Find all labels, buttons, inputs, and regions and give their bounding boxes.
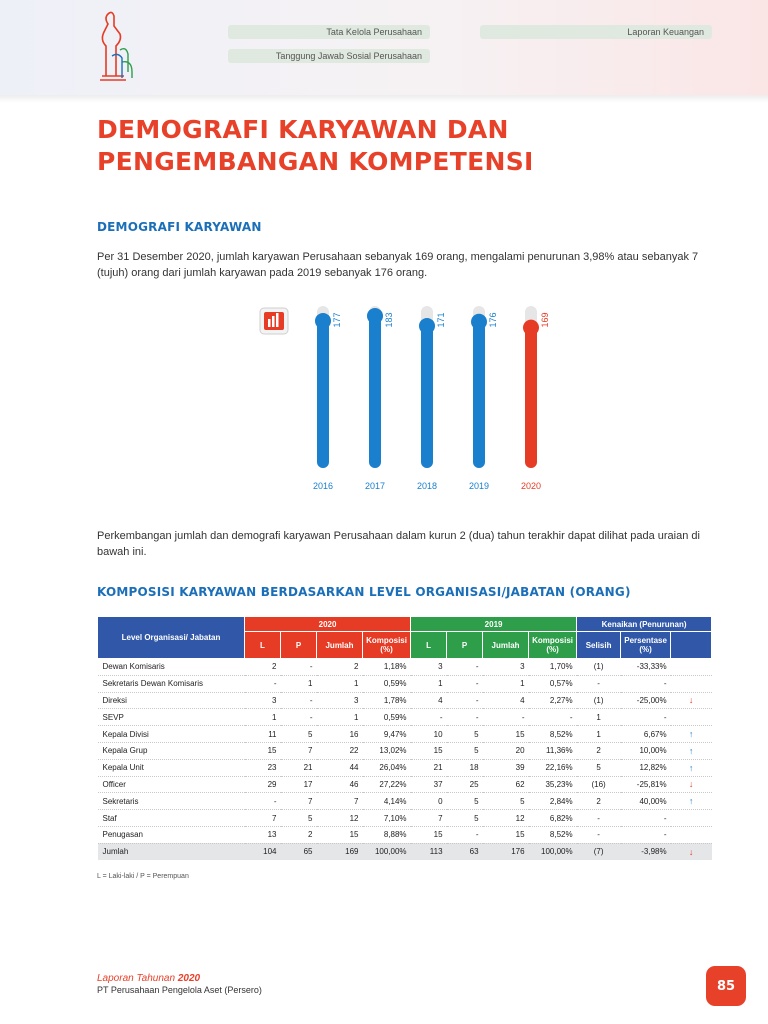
cell-l19: 10 (411, 726, 447, 743)
cell-l19: 15 (411, 826, 447, 843)
cell-l20: 1 (245, 709, 281, 726)
row-label: Kepala Unit (98, 759, 245, 776)
bar-knob-2020 (523, 320, 539, 336)
header-trend (671, 632, 712, 659)
cell-k19: 0,57% (529, 675, 577, 692)
row-label: Jumlah (98, 843, 245, 860)
cell-sel: 1 (577, 709, 621, 726)
cell-p20: - (281, 659, 317, 676)
cell-pers: 40,00% (621, 793, 671, 810)
cell-k19: - (529, 709, 577, 726)
x-tick-label-2017: 2017 (364, 481, 386, 491)
cell-k20: 27,22% (363, 776, 411, 793)
bar-2016 (317, 321, 329, 468)
bar-2020 (525, 328, 537, 468)
cell-k19: 6,82% (529, 810, 577, 827)
cell-sel: 2 (577, 742, 621, 759)
table-total-row (98, 843, 712, 860)
cell-j20: 12 (317, 810, 363, 827)
cell-sel: - (577, 675, 621, 692)
cell-k20: 26,04% (363, 759, 411, 776)
trend-arrow-icon (671, 675, 712, 692)
cell-j19: 15 (483, 726, 529, 743)
bar-2019 (473, 322, 485, 468)
header-l-2020: L (245, 632, 281, 659)
cell-j19: 5 (483, 793, 529, 810)
cell-p19: 63 (447, 843, 483, 860)
cell-l19: 15 (411, 742, 447, 759)
cell-pers: - (621, 810, 671, 827)
page-title (97, 114, 697, 178)
header-jumlah-2019: Jumlah (483, 632, 529, 659)
cell-sel: 2 (577, 793, 621, 810)
cell-j19: 12 (483, 810, 529, 827)
cell-p19: - (447, 826, 483, 843)
cell-l19: 1 (411, 675, 447, 692)
cell-j20: 7 (317, 793, 363, 810)
cell-l20: 29 (245, 776, 281, 793)
cell-pers: 12,82% (621, 759, 671, 776)
x-tick-label-2018: 2018 (416, 481, 438, 491)
cell-l20: - (245, 793, 281, 810)
nav-laporan-keuangan[interactable]: Laporan Keuangan (480, 25, 712, 39)
cell-k19: 22,16% (529, 759, 577, 776)
data-label-2019: 176 (488, 312, 498, 328)
table-row (98, 793, 712, 810)
company-logo-icon (92, 6, 138, 84)
cell-p19: - (447, 709, 483, 726)
x-tick-label-2016: 2016 (312, 481, 334, 491)
cell-p19: 5 (447, 726, 483, 743)
employee-count-chart (250, 296, 570, 496)
cell-p19: 18 (447, 759, 483, 776)
cell-j19: 15 (483, 826, 529, 843)
cell-p19: 5 (447, 742, 483, 759)
cell-l20: 104 (245, 843, 281, 860)
cell-k19: 2,84% (529, 793, 577, 810)
trend-arrow-icon: ↑ (671, 759, 712, 776)
cell-pers: 10,00% (621, 742, 671, 759)
cell-sel: (1) (577, 659, 621, 676)
table-row (98, 759, 712, 776)
cell-p20: 7 (281, 742, 317, 759)
cell-j19: 4 (483, 692, 529, 709)
cell-k20: 4,14% (363, 793, 411, 810)
cell-l20: 11 (245, 726, 281, 743)
cell-j19: 20 (483, 742, 529, 759)
header-kenaikan: Kenaikan (Penurunan) (577, 617, 712, 632)
row-label: Dewan Komisaris (98, 659, 245, 676)
cell-j19: - (483, 709, 529, 726)
x-tick-label-2020: 2020 (520, 481, 542, 491)
cell-j20: 22 (317, 742, 363, 759)
bar-chart-icon (260, 308, 288, 334)
cell-pers: -25,00% (621, 692, 671, 709)
cell-p19: 5 (447, 810, 483, 827)
footer-report-label: Laporan Tahunan (97, 973, 176, 984)
cell-p19: 25 (447, 776, 483, 793)
cell-l20: - (245, 675, 281, 692)
trend-arrow-icon: ↑ (671, 742, 712, 759)
header-persentase: Persentase (%) (621, 632, 671, 659)
cell-k20: 0,59% (363, 709, 411, 726)
cell-sel: (7) (577, 843, 621, 860)
table-row (98, 675, 712, 692)
cell-l20: 15 (245, 742, 281, 759)
cell-k19: 2,27% (529, 692, 577, 709)
trend-arrow-icon: ↑ (671, 793, 712, 810)
table-row (98, 709, 712, 726)
cell-p20: 65 (281, 843, 317, 860)
bar-knob-2017 (367, 308, 383, 324)
cell-k20: 8,88% (363, 826, 411, 843)
cell-j20: 2 (317, 659, 363, 676)
cell-j19: 39 (483, 759, 529, 776)
cell-p20: - (281, 709, 317, 726)
cell-pers: - (621, 675, 671, 692)
cell-k19: 8,52% (529, 726, 577, 743)
page-title-line2: PENGEMBANGAN KOMPETENSI (97, 147, 534, 176)
cell-sel: - (577, 826, 621, 843)
cell-sel: - (577, 810, 621, 827)
cell-pers: - (621, 709, 671, 726)
cell-l19: 37 (411, 776, 447, 793)
cell-l19: 21 (411, 759, 447, 776)
nav-tata-kelola[interactable]: Tata Kelola Perusahaan (228, 25, 430, 39)
cell-p20: 5 (281, 726, 317, 743)
bar-knob-2019 (471, 314, 487, 330)
header-komposisi-2020: Komposisi (%) (363, 632, 411, 659)
footer-report-year: 2020 (177, 973, 201, 984)
cell-p20: 21 (281, 759, 317, 776)
cell-l20: 13 (245, 826, 281, 843)
cell-k20: 7,10% (363, 810, 411, 827)
row-label: Penugasan (98, 826, 245, 843)
table-row (98, 726, 712, 743)
table-row (98, 826, 712, 843)
cell-l19: 113 (411, 843, 447, 860)
cell-j20: 3 (317, 692, 363, 709)
cell-l19: 7 (411, 810, 447, 827)
cell-l20: 3 (245, 692, 281, 709)
cell-j20: 15 (317, 826, 363, 843)
table-row (98, 692, 712, 709)
x-tick-label-2019: 2019 (468, 481, 490, 491)
footer-company: PT Perusahaan Pengelola Aset (Persero) (97, 985, 262, 995)
cell-k20: 9,47% (363, 726, 411, 743)
table-row (98, 659, 712, 676)
bar-knob-2018 (419, 318, 435, 334)
cell-j20: 44 (317, 759, 363, 776)
header-2019: 2019 (411, 617, 577, 632)
cell-p20: 1 (281, 675, 317, 692)
cell-k20: 13,02% (363, 742, 411, 759)
cell-j20: 169 (317, 843, 363, 860)
composition-table (97, 616, 712, 860)
cell-p19: 5 (447, 793, 483, 810)
header-p-2019: P (447, 632, 483, 659)
trend-arrow-icon (671, 826, 712, 843)
cell-l20: 2 (245, 659, 281, 676)
section-heading-demografi: DEMOGRAFI KARYAWAN (97, 220, 262, 234)
footer-report-title (97, 973, 200, 984)
trend-arrow-icon (671, 810, 712, 827)
cell-l19: 4 (411, 692, 447, 709)
cell-p20: 2 (281, 826, 317, 843)
cell-j19: 1 (483, 675, 529, 692)
cell-pers: 6,67% (621, 726, 671, 743)
header-shadow (0, 95, 768, 103)
cell-pers: -3,98% (621, 843, 671, 860)
header-p-2020: P (281, 632, 317, 659)
table-legend-note: L = Laki-laki / P = Perempuan (97, 873, 189, 880)
cell-p20: 5 (281, 810, 317, 827)
cell-j20: 46 (317, 776, 363, 793)
page-title-line1: DEMOGRAFI KARYAWAN DAN (97, 115, 509, 144)
trend-arrow-icon: ↑ (671, 726, 712, 743)
cell-j19: 3 (483, 659, 529, 676)
row-label: Kepala Grup (98, 742, 245, 759)
trend-arrow-icon: ↓ (671, 692, 712, 709)
cell-l19: - (411, 709, 447, 726)
bar-2017 (369, 316, 381, 468)
cell-p20: 17 (281, 776, 317, 793)
cell-sel: (16) (577, 776, 621, 793)
cell-pers: - (621, 826, 671, 843)
cell-l19: 0 (411, 793, 447, 810)
row-label: SEVP (98, 709, 245, 726)
row-label: Sekretaris (98, 793, 245, 810)
cell-k19: 8,52% (529, 826, 577, 843)
cell-k20: 0,59% (363, 675, 411, 692)
cell-j20: 1 (317, 675, 363, 692)
paragraph-perkembangan: Perkembangan jumlah dan demografi karyawan Perusahaan dalam kurun 2 (dua) tahun terakhir dapat dilihat pada uraian di bawah ini. (97, 530, 700, 558)
row-label: Staf (98, 810, 245, 827)
data-label-2016: 177 (332, 312, 342, 328)
table-row (98, 776, 712, 793)
data-label-2018: 171 (436, 312, 446, 328)
cell-k19: 100,00% (529, 843, 577, 860)
cell-k19: 35,23% (529, 776, 577, 793)
cell-j19: 62 (483, 776, 529, 793)
cell-p19: - (447, 675, 483, 692)
cell-k20: 1,78% (363, 692, 411, 709)
cell-p20: 7 (281, 793, 317, 810)
trend-arrow-icon: ↓ (671, 776, 712, 793)
cell-k20: 1,18% (363, 659, 411, 676)
header-selisih: Selisih (577, 632, 621, 659)
header-l-2019: L (411, 632, 447, 659)
cell-l19: 3 (411, 659, 447, 676)
trend-arrow-icon: ↓ (671, 843, 712, 860)
table-row (98, 742, 712, 759)
cell-sel: 5 (577, 759, 621, 776)
cell-p19: - (447, 692, 483, 709)
section-heading-komposisi: KOMPOSISI KARYAWAN BERDASARKAN LEVEL ORGANISASI/JABATAN (ORANG) (97, 585, 631, 599)
data-label-2017: 183 (384, 312, 394, 328)
cell-k19: 1,70% (529, 659, 577, 676)
trend-arrow-icon (671, 659, 712, 676)
cell-l20: 7 (245, 810, 281, 827)
header-2020: 2020 (245, 617, 411, 632)
bar-2018 (421, 326, 433, 468)
row-label: Kepala Divisi (98, 726, 245, 743)
paragraph-demografi: Per 31 Desember 2020, jumlah karyawan Perusahaan sebanyak 169 orang, mengalami penurunan 3,98% atau sebanyak 7 (tujuh) orang dari jumlah karyawan pada 2019 sebanyak 176 orang. (97, 251, 699, 279)
row-label: Officer (98, 776, 245, 793)
data-label-2020: 169 (540, 312, 550, 328)
cell-k20: 100,00% (363, 843, 411, 860)
table-row (98, 810, 712, 827)
trend-arrow-icon (671, 709, 712, 726)
cell-p19: - (447, 659, 483, 676)
cell-sel: 1 (577, 726, 621, 743)
nav-tanggung-jawab-sosial[interactable]: Tanggung Jawab Sosial Perusahaan (228, 49, 430, 63)
page-number-badge: 85 (706, 966, 746, 1006)
cell-j20: 16 (317, 726, 363, 743)
cell-j20: 1 (317, 709, 363, 726)
header-jumlah-2020: Jumlah (317, 632, 363, 659)
cell-p20: - (281, 692, 317, 709)
cell-k19: 11,36% (529, 742, 577, 759)
cell-j19: 176 (483, 843, 529, 860)
bar-knob-2016 (315, 313, 331, 329)
cell-pers: -25,81% (621, 776, 671, 793)
header-level: Level Organisasi/ Jabatan (98, 617, 245, 659)
header-komposisi-2019: Komposisi (%) (529, 632, 577, 659)
cell-l20: 23 (245, 759, 281, 776)
row-label: Sekretaris Dewan Komisaris (98, 675, 245, 692)
row-label: Direksi (98, 692, 245, 709)
cell-sel: (1) (577, 692, 621, 709)
cell-pers: -33,33% (621, 659, 671, 676)
